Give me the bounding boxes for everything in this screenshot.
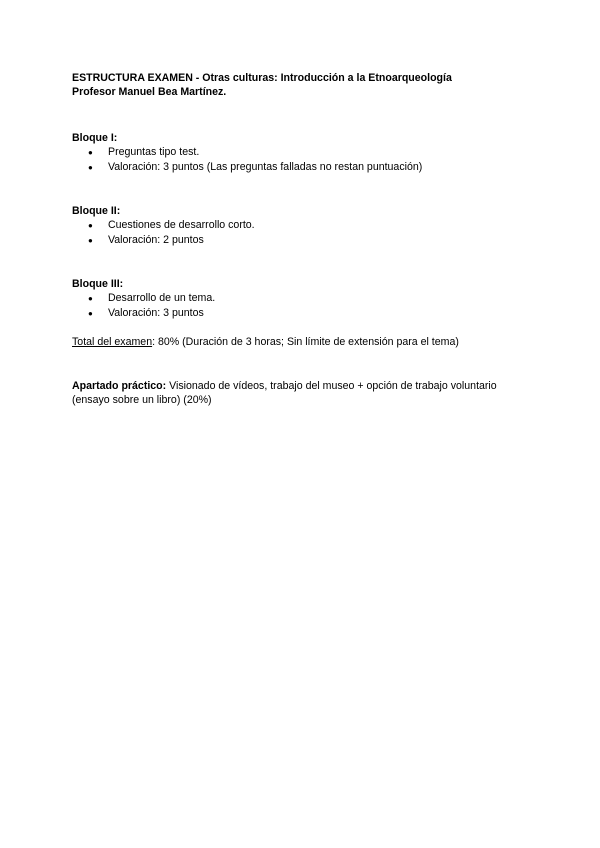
bullet-icon: ● bbox=[88, 163, 93, 172]
exam-total bbox=[72, 336, 459, 349]
document-title bbox=[72, 72, 452, 85]
list-item bbox=[88, 146, 199, 159]
practical-label: Apartado práctico: bbox=[72, 380, 167, 392]
total-label: Total del examen bbox=[72, 336, 153, 348]
list-item-text: Valoración: 3 puntos (Las preguntas falladas no restan puntuación) bbox=[108, 161, 423, 173]
block-2-heading: Bloque II: bbox=[72, 205, 121, 217]
bullet-icon: ● bbox=[88, 148, 93, 157]
title-main: ESTRUCTURA EXAMEN bbox=[72, 72, 193, 84]
bullet-icon: ● bbox=[88, 236, 93, 245]
list-item-text: Valoración: 3 puntos bbox=[108, 307, 204, 319]
practical-section bbox=[72, 379, 532, 407]
list-item bbox=[88, 307, 204, 320]
list-item-text: Preguntas tipo test. bbox=[108, 146, 200, 158]
total-percent: 80% bbox=[157, 336, 180, 348]
list-item-text: Valoración: 2 puntos bbox=[108, 234, 204, 246]
block-3-heading: Bloque III: bbox=[72, 278, 124, 290]
block-1-heading: Bloque I: bbox=[72, 132, 118, 144]
total-detail: (Duración de 3 horas; Sin límite de extensión para el tema) bbox=[179, 336, 459, 348]
practical-text: Visionado de vídeos, trabajo del museo + opción de trabajo voluntario (ensayo sobre un libro) (20%) bbox=[72, 380, 497, 406]
bullet-icon: ● bbox=[88, 309, 93, 318]
list-item bbox=[88, 292, 215, 305]
list-item bbox=[88, 161, 422, 174]
list-item bbox=[88, 234, 204, 247]
bullet-icon: ● bbox=[88, 294, 93, 303]
bullet-icon: ● bbox=[88, 221, 93, 230]
list-item-text: Desarrollo de un tema. bbox=[108, 292, 216, 304]
title-subject: - Otras culturas: Introducción a la Etnoarqueología bbox=[192, 72, 452, 84]
list-item-text: Cuestiones de desarrollo corto. bbox=[108, 219, 255, 231]
list-item bbox=[88, 219, 255, 232]
professor-line: Profesor Manuel Bea Martínez. bbox=[72, 86, 227, 98]
total-colon: : bbox=[152, 336, 158, 348]
